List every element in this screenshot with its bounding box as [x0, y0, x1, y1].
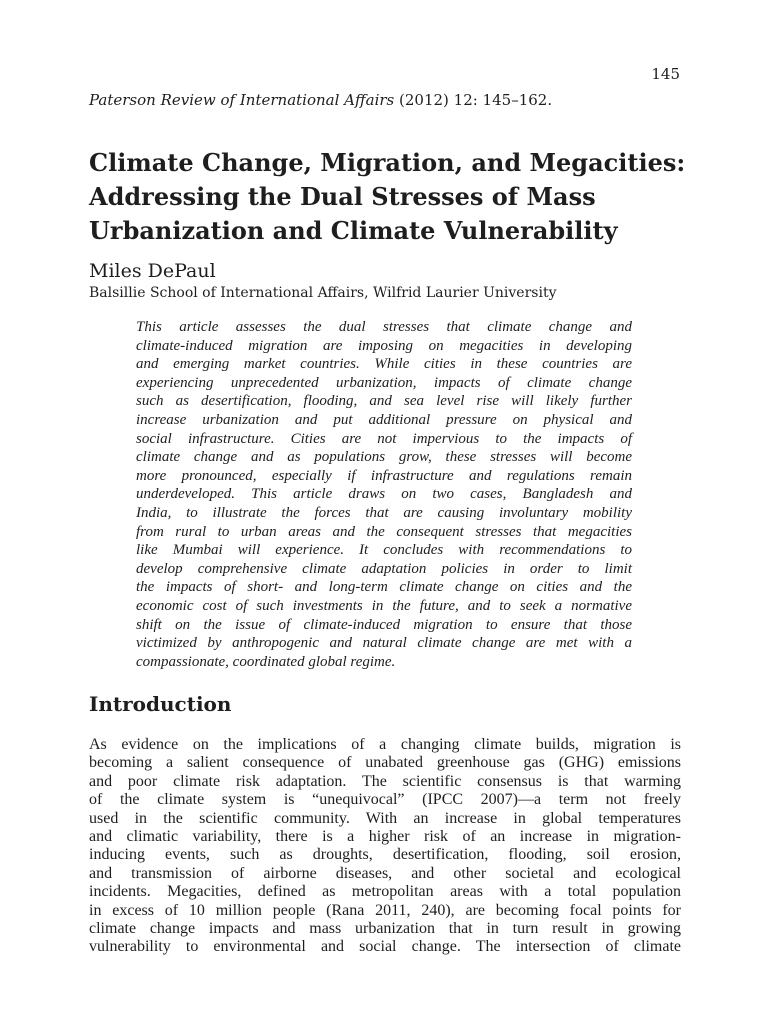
abstract-line: social infrastructure. Cities are not impervious to the impacts of [136, 430, 632, 447]
title-line: Climate Change, Migration, and Megacities: [89, 148, 686, 177]
abstract-line: such as desertification, flooding, and sea level rise will likely further [136, 393, 632, 410]
abstract-line: like Mumbai will experience. It concludes with recommendations to [136, 542, 632, 559]
abstract-line: from rural to urban areas and the consequent stresses that megacities [136, 523, 632, 540]
body-line: used in the scientific community. With an increase in global temperatures [89, 809, 681, 827]
abstract-line: shift on the issue of climate-induced migration to ensure that those [136, 616, 632, 633]
journal-name: Paterson Review of International Affairs [89, 91, 395, 109]
body-line: climate change impacts and mass urbanization that in turn result in growing [89, 920, 681, 938]
abstract-line: the impacts of short- and long-term climate change on cities and the [136, 579, 632, 596]
page-number: 145 [651, 65, 680, 83]
journal-citation [89, 90, 689, 110]
abstract-line: victimized by anthropogenic and natural climate change are met with a [136, 635, 632, 652]
title-line: Addressing the Dual Stresses of Mass [89, 182, 596, 211]
abstract-line: climate change and as populations grow, these stresses will become [136, 449, 632, 466]
introduction-paragraph [89, 736, 681, 957]
body-line: of the climate system is “unequivocal” (IPCC 2007)—a term not freely [89, 791, 681, 809]
author-name: Miles DePaul [89, 260, 216, 282]
body-line: and transmission of airborne diseases, and other societal and ecological [89, 864, 681, 882]
body-line: As evidence on the implications of a changing climate builds, migration is [89, 736, 681, 753]
article-title [89, 146, 729, 248]
body-line: and poor climate risk adaptation. The scientific consensus is that warming [89, 772, 681, 790]
section-heading-introduction: Introduction [89, 692, 232, 716]
journal-volume-pages: (2012) 12: 145–162. [394, 91, 553, 109]
abstract-line: economic cost of such investments in the future, and to seek a normative [136, 597, 632, 614]
body-line: and climatic variability, there is a higher risk of an increase in migration- [89, 828, 681, 846]
author-affiliation: Balsillie School of International Affairs, Wilfrid Laurier University [89, 285, 557, 301]
body-line: becoming a salient consequence of unabated greenhouse gas (GHG) emissions [89, 754, 681, 772]
abstract-line: and emerging market countries. While cities in these countries are [136, 356, 632, 373]
abstract-line: develop comprehensive climate adaptation policies in order to limit [136, 560, 632, 577]
abstract [136, 318, 632, 671]
abstract-line: compassionate, coordinated global regime. [136, 653, 396, 670]
abstract-line: climate-induced migration are imposing on megacities in developing [136, 337, 632, 354]
abstract-line: India, to illustrate the forces that are causing involuntary mobility [136, 504, 632, 521]
abstract-line: increase urbanization and put additional pressure on physical and [136, 411, 632, 428]
body-line: in excess of 10 million people (Rana 2011, 240), are becoming focal points for [89, 901, 681, 919]
body-line: vulnerability to environmental and social change. The intersection of climate [89, 938, 681, 956]
abstract-line: underdeveloped. This article draws on two cases, Bangladesh and [136, 486, 632, 503]
abstract-line: more pronounced, especially if infrastructure and regulations remain [136, 467, 632, 484]
abstract-line: This article assesses the dual stresses that climate change and [136, 319, 632, 335]
abstract-line: experiencing unprecedented urbanization, impacts of climate change [136, 374, 632, 391]
body-line: inducing events, such as droughts, desertification, flooding, soil erosion, [89, 846, 681, 864]
body-line: incidents. Megacities, defined as metropolitan areas with a total population [89, 883, 681, 901]
title-line: Urbanization and Climate Vulnerability [89, 216, 618, 245]
